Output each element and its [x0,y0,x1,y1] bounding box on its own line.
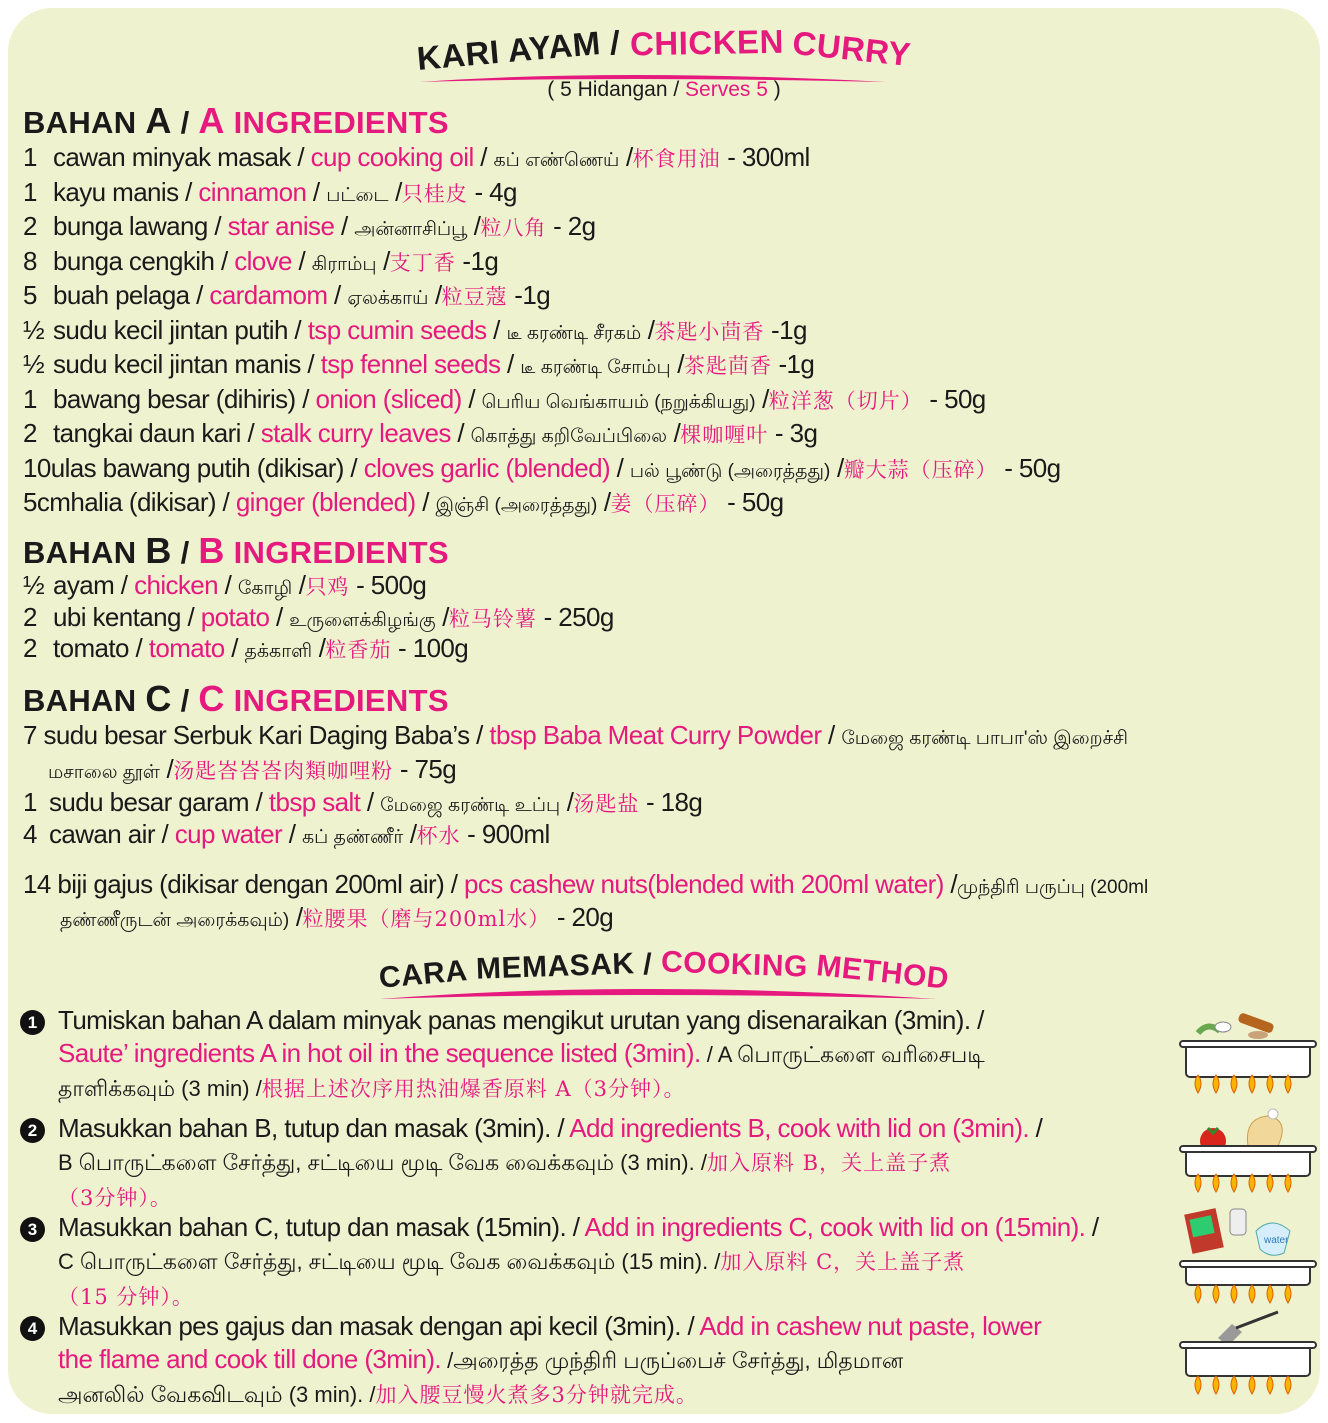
ingredient-c-3: 4 cawan air / cup water / கப் தண்ணீர் /杯水 - 900ml [23,819,550,849]
ingredient-b-3: 2 tomato / tomato / தக்காளி /粒香茄 - 100g [23,633,469,663]
ingredient-a-5: 5 buah pelaga / cardamom / ஏலக்காய் /粒豆蔻 -1g [23,280,551,310]
ingredient-a-10: 10ulas bawang putih (dikisar) / cloves garlic (blended) / பல் பூண்டு (அரைத்தது) /瓣大蒜（压碎） - 50g [23,452,1061,483]
ingredient-c-1-cont: மசாலை தூள் /汤匙峇峇峇肉類咖哩粉 - 75g [48,754,457,784]
ingredient-c-4: 14 biji gajus (dikisar dengan 200ml air) / pcs cashew nuts(blended with 200ml water) /முந்திரி பருப்பு (200ml [23,869,1149,899]
section-a-heading: BAHAN A / A INGREDIENTS [23,100,449,141]
ingredient-a-8: 1 bawang besar (dihiris) / onion (sliced) / பெரிய வெங்காயம் (நறுக்கியது) /粒洋葱（切片） - 50g [23,383,986,414]
step-number: 2 [20,1118,45,1143]
title-en-2: CURRY [790,23,913,74]
ingredient-c-4-cont: தண்ணீருடன் அரைக்கவும்) /粒腰果（磨与200ml水） - 20g [60,902,614,932]
step-number: 4 [20,1316,45,1341]
ingredient-a-6: ½ sudu kecil jintan putih / tsp cumin seeds / டீ கரண்டி சீரகம் /茶匙小茴香 -1g [23,314,807,345]
step-number: 3 [20,1217,45,1242]
pot-with-spatula-icon [1178,1308,1318,1414]
section-c-heading: BAHAN C / C INGREDIENTS [23,678,449,719]
ingredient-c-2: 1 sudu besar garam / tbsp salt / மேஜை கரண்டி உப்பு /汤匙盐 - 18g [23,787,703,817]
method-title: CARA MEMASAK / COOKING METHOD [377,945,951,996]
ingredient-a-11: 5cmhalia (dikisar) / ginger (blended) / இஞ்சி (அரைத்தது) /姜（压碎） - 50g [23,487,784,517]
recipe-card: KARI AYAM / CHICKEN CURRY ( 5 Hidangan / Serves 5 ) BAHAN A / A INGREDIENTS 1 cawan minyak masak / cup cooking oil / கப் எண்ணெய் /杯食用油 - 300ml 1 kayu manis / cinnamon / பட்டை /只桂皮 - 4g 2 bunga lawang / star anise / அன்னாசிப்பூ /粒八角 - 2g 8 bunga cengkih / clove / கிராம்பு /支丁香 -1g 5 buah pelaga / cardamom / ஏலக்காய் /粒豆蔻 -1g ½ sudu kecil jintan putih / tsp cumin seeds / டீ கரண்டி சீரகம் /茶匙小茴香 -1g ½ sudu kecil jintan manis / tsp fennel seeds / டீ கரண்டி சோம்பு /茶匙茴香 -1g 1 bawang besar (dihiris) / onion (sliced) / பெரிய வெங்காயம் (நறுக்கியது) /粒洋葱（切片） - 50g 2 tangkai daun kari / stalk curry leaves / கொத்து கறிவேப்பிலை /棵咖喱叶 - 3g 10ulas bawang putih (dikisar) / cloves garlic (blended) / பல் பூண்டு (அரைத்தது) /瓣大蒜（压碎） - 50g 5cmhalia (dikisar) / ginger (blended) / இஞ்சி (அரைத்தது) /姜（压碎） - 50g BAHAN B / B INGREDIENTS ½ ayam / chicken / கோழி /只鸡 - 500g 2 ubi kentang / potato / உருளைக்கிழங்கு /粒马铃薯 - 250g 2 tomato / tomato / தக்காளி /粒香茄 - 100g BAHAN C / C INGREDIENTS 7 sudu besar Serbuk Kari Daging Baba’s / tbsp Baba Meat Curry Powder / மேஜை கரண்டி பாபா'ஸ் இறைச்சி மசாலை தூள் /汤匙峇峇峇肉類咖哩粉 - 75g 1 sudu besar garam / tbsp salt / மேஜை கரண்டி உப்பு /汤匙盐 - 18g 4 cawan air / cup water / கப் தண்ணீர் /杯水 - 900ml 14 biji gajus (dikisar dengan 200ml air) / pcs cashew nuts(blended with 200ml water) /முந்திரி பருப்பு (200ml தண்ணீருடன் அரைக்கவும்) /粒腰果（磨与200ml水） - 20g CARA MEMASAK / COOKING METHOD 1 Tumiskan bahan A dalam minyak panas mengikut urutan yang disenaraikan (3min). / Saute’ ingredients A in hot oil in the sequence listed (3min). / A பொருட்களை வரிசைபடி தாளிக்கவும் (3 min) /根据上述次序用热油爆香原料 A（3分钟）。 2 Masukkan bahan B, tutup dan masak (3min). / Add ingredients B, cook with lid on (3min). / B பொருட்களை சேர்த்து, சட்டியை மூடி வேக வைக்கவும் (3 min). /加入原料 B，关上盖子煮 （3分钟）。 3 Masukkan bahan C, tutup dan masak (15min). / Add in ingredients C, cook with lid on (15min). / C பொருட்களை சேர்த்து, சட்டியை மூடி வேக வைக்கவும் (15 min). /加入原料 C，关上盖子煮 （15 分钟）。 4 Masukkan pes gajus dan masak dengan api kecil (3min). / Add in cashew nut paste, lower the flame and cook till done (3min). /அரைத்த முந்திரி பருப்பைச் சேர்த்து, மிதமான அனலில் வேகவிடவும் (3 min). /加入腰豆慢火煮多3分钟就完成。 water [8,8,1320,1414]
ingredient-c-1: 7 sudu besar Serbuk Kari Daging Baba’s / tbsp Baba Meat Curry Powder / மேஜை கரண்டி பாபா'ஸ் இறைச்சி [23,720,1128,750]
title-slash: / [610,24,620,61]
pot-with-curry-powder-water-icon [1178,1203,1318,1313]
serves-line: ( 5 Hidangan / Serves 5 ) [547,78,781,101]
ingredient-a-3: 2 bunga lawang / star anise / அன்னாசிப்பூ /粒八角 - 2g [23,211,596,241]
title-en-1: CHICKEN [629,22,784,63]
water-label: water [1264,1235,1289,1246]
ingredient-a-1: 1 cawan minyak masak / cup cooking oil / கப் எண்ணெய் /杯食用油 - 300ml [23,142,810,172]
ingredient-a-9: 2 tangkai daun kari / stalk curry leaves / கொத்து கறிவேப்பிலை /棵咖喱叶 - 3g [23,418,818,448]
recipe-title [8,22,1320,77]
ingredient-a-7: ½ sudu kecil jintan manis / tsp fennel seeds / டீ கரண்டி சோம்பு /茶匙茴香 -1g [23,349,815,379]
ingredient-b-2: 2 ubi kentang / potato / உருளைக்கிழங்கு /粒马铃薯 - 250g [23,601,614,632]
title-ms: KARI AYAM [415,24,603,77]
ingredient-a-2: 1 kayu manis / cinnamon / பட்டை /只桂皮 - 4g [23,176,517,207]
method-underline [378,983,938,1003]
step-number: 1 [20,1010,45,1035]
ingredient-a-4: 8 bunga cengkih / clove / கிராம்பு /支丁香 -1g [23,245,499,276]
pot-with-chicken-tomato-icon [1178,1096,1318,1206]
section-b-heading: BAHAN B / B INGREDIENTS [23,530,449,571]
ingredient-b-1: ½ ayam / chicken / கோழி /只鸡 - 500g [23,570,427,600]
